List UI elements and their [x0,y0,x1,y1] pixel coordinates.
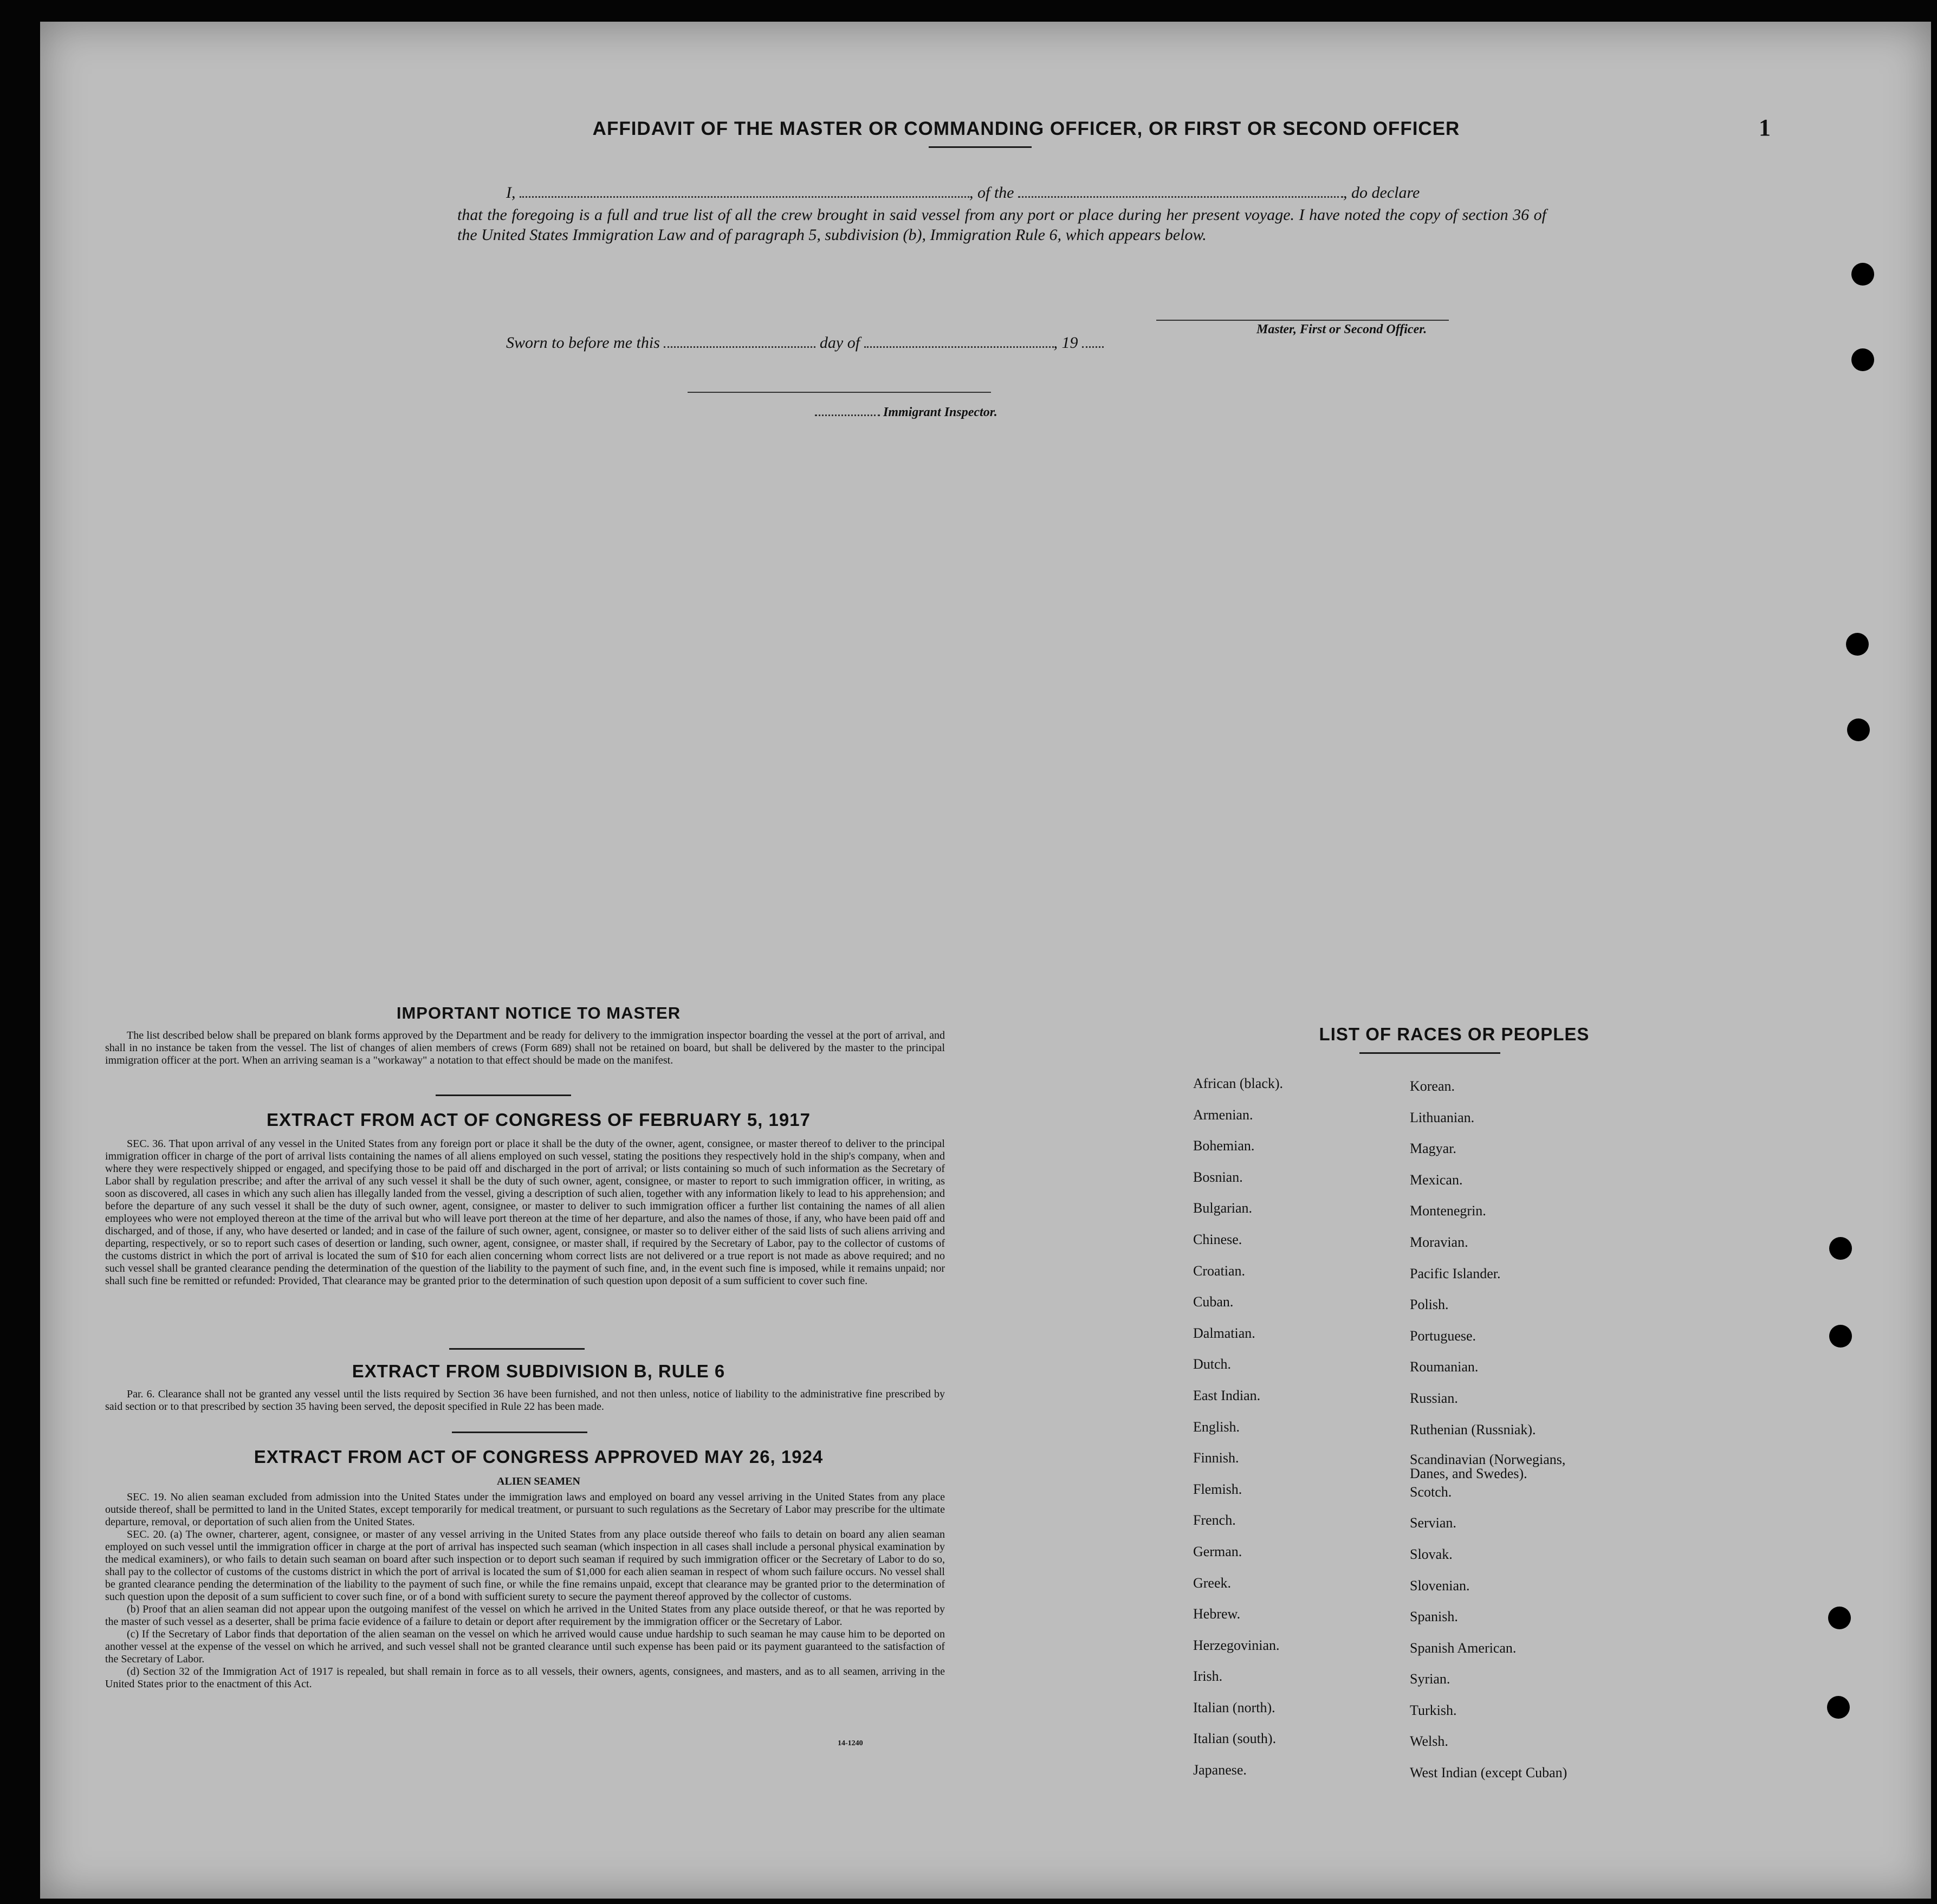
binder-hole [1851,263,1874,286]
binder-hole [1827,1696,1850,1719]
inspector-caption-line [815,405,997,420]
race-item: Croatian. [1193,1262,1246,1279]
extract-1924-paragraph: (d) Section 32 of the Immigration Act of 1917 is repealed, but shall remain in force as to all vessels, their owners, agents, consignees, and masters, and as to all seamen, arriving in the United States prior to the enactment of this Act. [105,1666,945,1690]
document-page [40,22,1931,1899]
extract-1924-paragraph: SEC. 20. (a) The owner, charterer, agent, consignee, or master of any vessel arriving in the United States from any place outside thereof who fails to detain on board any alien seaman employed on such vessel until the immigration officer in charge at the port of arrival has inspected such seaman (which inspection in all cases shall include a personal physical examination by the medical examiners), or who fails to detain such seaman on board after such inspection or to deport such seaman if required by such immigration officer or the Secretary of Labor to do so, shall pay to the collector of customs of the customs district in which the port of arrival is located the sum of $1,000 for each alien seaman in respect of whom such failure occurs. No vessel shall be granted clearance pending the determination of the liability to the payment of such fine, or while the fine remains unpaid, except that clearance may be granted prior to the determination of such question upon the deposit of a sum sufficient to cover such fine, or of a bond with sufficient surety to secure the payment thereof approved by the collector of customs. [105,1529,945,1603]
race-item: Bohemian. [1193,1138,1255,1154]
day-blank[interactable] [664,333,815,348]
affidavit-title: AFFIDAVIT OF THE MASTER OR COMMANDING OFFICER, OR FIRST OR SECOND OFFICER [592,118,1460,139]
sworn-year: , 19 [1053,334,1078,352]
year-blank[interactable] [1082,333,1104,348]
section-rule [436,1095,571,1096]
race-item: Bulgarian. [1193,1200,1253,1216]
binder-hole [1851,348,1874,371]
race-item: Dutch. [1193,1356,1232,1372]
race-item: Servian. [1410,1515,1456,1531]
race-item: Italian (south). [1193,1731,1277,1747]
race-item: Turkish. [1410,1702,1457,1718]
races-left-column [1193,1076,1388,1793]
race-item: Syrian. [1410,1671,1450,1687]
race-item: Russian. [1410,1390,1458,1406]
race-item: East Indian. [1193,1387,1261,1403]
race-item: Polish. [1410,1297,1449,1313]
inspector-caption: Immigrant Inspector. [883,405,997,419]
race-item: Mexican. [1410,1171,1463,1188]
binder-hole [1828,1607,1851,1629]
race-item: Magyar. [1410,1141,1456,1157]
affidavit-i: I, [506,184,516,202]
race-item: Herzegovinian. [1193,1637,1280,1653]
affidavit-declaration-line [506,183,1536,202]
race-item: Lithuanian. [1410,1109,1475,1125]
name-blank[interactable] [520,183,969,198]
race-item: West Indian (except Cuban) [1410,1765,1567,1781]
race-item: Chinese. [1193,1231,1242,1247]
race-item: Finnish. [1193,1450,1239,1466]
race-item: Moravian. [1410,1234,1468,1250]
race-item: Scandinavian (Norwegians, Danes, and Swedes). [1410,1452,1566,1482]
extract-1924-paragraph: (c) If the Secretary of Labor finds that deportation of the alien seaman on the vessel on which he arrived would cause undue hardship to such seaman he may cause him to be deported on another vessel at the expense of the vessel on which he arrived, and such vessel shall not be granted clearance until such expense has been paid or its payment guaranteed to the satisfaction of the Secretary of Labor. [105,1628,945,1665]
sworn-prefix: Sworn to before me this [506,334,660,352]
race-item: Welsh. [1410,1733,1448,1750]
race-item: Bosnian. [1193,1169,1243,1185]
extract-1924-paragraph: (b) Proof that an alien seaman did not appear upon the outgoing manifest of the vessel on which he arrived in the United States from any place outside thereof, or that he was reported by the master of such vessel as a deserter, shall be prima facie evidence of a failure to detain or deport after requirement by the immigration officer or the Secretary of Labor. [105,1603,945,1628]
binder-hole [1847,718,1870,741]
affidavit-of-the: , of the [969,184,1014,202]
extract-1917-text: SEC. 36. That upon arrival of any vessel in the United States from any foreign port or place it shall be the duty of the owner, agent, consignee, or master thereof to deliver to the principal immigration officer in charge of the port of arrival lists containing the names of all aliens employed on such vessel, stating the positions they respectively hold in the ship's company, when and where they were respectively shipped or engaged, and specifying those to be paid off and discharged in the port of arrival; or lists containing so much of such information as the Secretary of Labor shall by regulation prescribe; and after the arrival of any such vessel it shall be the duty of such owner, agent, consignee, or master to report to such immigration officer, in writing, as soon as discovered, all cases in which any such alien has illegally landed from the vessel, giving a description of such alien, together with any information likely to lead to his apprehension; and before the departure of any such vessel it shall be the duty of such owner, agent, consignee, or master to deliver to such immigration officer a further list containing the names of all alien employees who were not employed thereon at the time of the arrival but who will leave port thereon at the time of her departure, and also the names of those, if any, who have been paid off and discharged, and of those, if any, who have deserted or landed; and in case of the failure of such owner, agent, consignee, or master so to deliver either of the said lists of such aliens arriving and departing, respectively, or so to report such cases of desertion or landing, such owner, agent, consignee, or master shall, if required by the Secretary of Labor, pay to the collector of customs of the customs district in which the port of arrival is located the sum of $10 for each alien concerning whom correct lists are not delivered or a true report is not made as above required; and no such vessel shall be granted clearance pending the determination of the question of the liability to the payment of such fine, and, in the event such fine is imposed, while it remains unpaid; nor shall such fine be remitted or refunded: Provided, That clearance may be granted prior to the determination of such question upon deposit of a sum sufficient to cover such fine. [105,1138,945,1287]
race-item: German. [1193,1543,1242,1559]
sworn-day-of: day of [819,334,860,352]
extract-1917-title: EXTRACT FROM ACT OF CONGRESS OF FEBRUARY 5, 1917 [267,1110,811,1130]
notice-title: IMPORTANT NOTICE TO MASTER [396,1003,681,1022]
affidavit-body: that the foregoing is a full and true list of all the crew brought in said vessel from any port or place during her present voyage. I have noted the copy of section 36 of the United States Immigration Law and of paragraph 5, subdivision (b), Immigration Rule 6, which appears below. [457,206,1546,244]
race-item: Scotch. [1410,1484,1452,1500]
month-blank[interactable] [864,333,1054,348]
title-rule [929,146,1032,148]
race-item: Flemish. [1193,1481,1242,1497]
vessel-blank[interactable] [1018,183,1343,198]
page-number: 1 [1759,114,1771,141]
race-item: Japanese. [1193,1762,1247,1778]
races-title: LIST OF RACES OR PEOPLES [1319,1024,1590,1044]
inspector-signature-line[interactable] [688,392,991,393]
race-item: Slovak. [1410,1546,1453,1562]
extract-1924-body [105,1491,945,1691]
race-item: Portuguese. [1410,1327,1476,1344]
binder-hole [1829,1325,1852,1348]
race-item: Armenian. [1193,1106,1253,1123]
races-right-column [1410,1078,1713,1796]
race-item: Cuban. [1193,1294,1234,1310]
race-item: Ruthenian (Russniak). [1410,1421,1536,1437]
race-item: Montenegrin. [1410,1203,1486,1219]
master-signature-line[interactable] [1156,320,1449,321]
race-item: English. [1193,1419,1240,1435]
extract-rule6-title: EXTRACT FROM SUBDIVISION B, RULE 6 [352,1361,725,1381]
extract-1924-paragraph: SEC. 19. No alien seaman excluded from admission into the United States under the immigration laws and employed on board any vessel arriving in the United States from any place outside thereof, shall be permitted to land in the United States, except temporarily for medical treatment, or pursuant to such regulations as the Secretary of Labor may prescribe for the ultimate departure, removal, or deportation of such alien from the United States. [105,1491,945,1528]
binder-hole [1829,1237,1852,1260]
race-item: Korean. [1410,1078,1455,1094]
section-rule [452,1432,587,1433]
race-item: Italian (north). [1193,1699,1275,1715]
race-item: Pacific Islander. [1410,1265,1501,1281]
form-number: 14-1240 [838,1739,863,1747]
affidavit-do-declare: , do declare [1343,184,1420,202]
race-item: Roumanian. [1410,1359,1479,1375]
extract-rule6-text: Par. 6. Clearance shall not be granted any vessel until the lists required by Section 36 have been furnished, and not then unless, notice of liability to the administrative fine prescribed by said section or to that prescribed by section 35 having been served, the deposit specified in Rule 22 has been made. [105,1388,945,1413]
notice-text: The list described below shall be prepared on blank forms approved by the Department and be ready for delivery to the immigration inspector boarding the vessel at the port of arrival, and shall in no instance be taken from the vessel. The list of changes of alien members of crews (Form 689) shall not be retained on board, but shall be delivered by the master to the principal immigration officer at the port. When an arriving seaman is a "workaway" a notation to that effect should be made on the manifest. [105,1029,945,1066]
section-rule [449,1348,585,1350]
extract-1924-title: EXTRACT FROM ACT OF CONGRESS APPROVED MAY 26, 1924 [254,1447,824,1467]
race-item: Greek. [1193,1575,1232,1591]
race-item: African (black). [1193,1076,1284,1091]
alien-seamen-subtitle: ALIEN SEAMEN [497,1475,580,1487]
master-signature-caption: Master, First or Second Officer. [1256,322,1427,336]
inspector-dots [815,407,880,416]
sworn-line [506,333,1104,352]
race-item: Slovenian. [1410,1577,1470,1594]
race-item: Hebrew. [1193,1606,1241,1622]
race-item: French. [1193,1512,1236,1529]
race-item: Spanish American. [1410,1640,1517,1656]
race-item: Dalmatian. [1193,1325,1255,1341]
binder-hole [1846,633,1869,656]
races-rule [1359,1052,1500,1054]
race-item: Irish. [1193,1668,1223,1685]
race-item: Spanish. [1410,1609,1458,1625]
